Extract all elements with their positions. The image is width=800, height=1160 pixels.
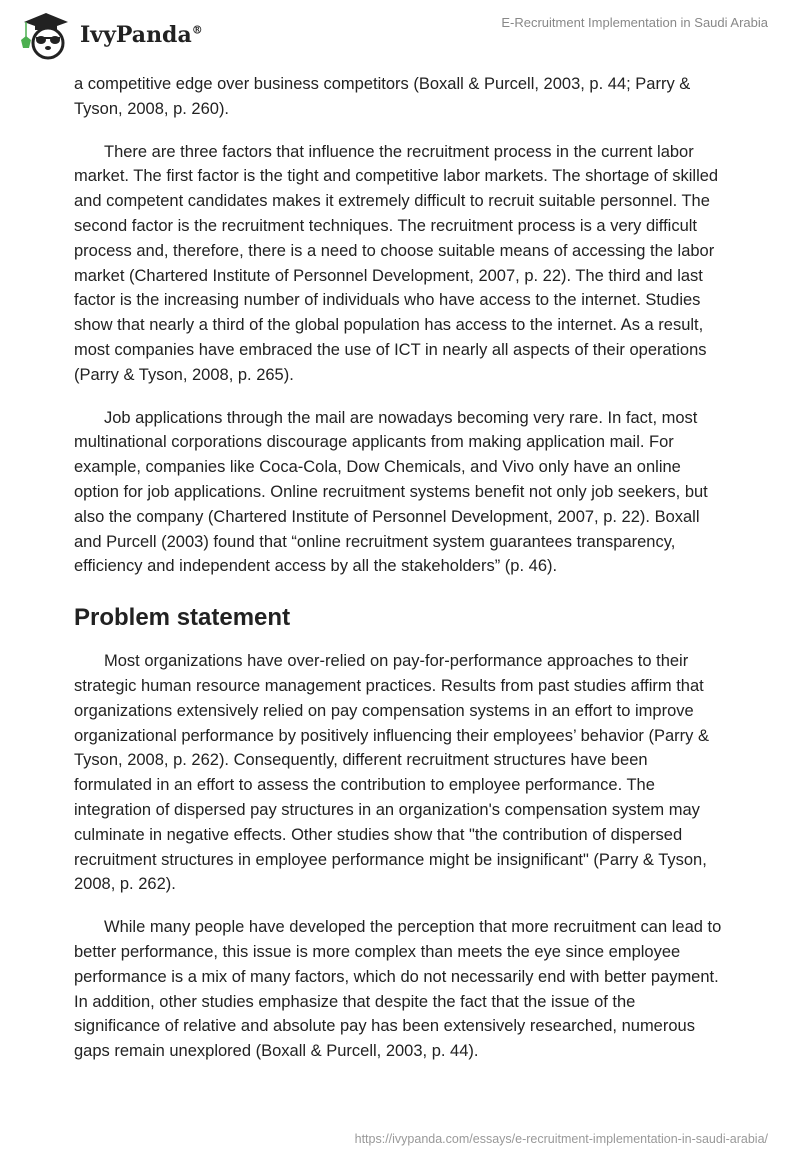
registered-mark: ® bbox=[191, 23, 203, 37]
logo-text: IvyPanda bbox=[80, 22, 192, 48]
document-title: E-Recruitment Implementation in Saudi Arabia bbox=[501, 15, 768, 30]
section-heading: Problem statement bbox=[74, 604, 291, 632]
logo[interactable] bbox=[18, 10, 203, 60]
source-url-link[interactable]: https://ivypanda.com/essays/e-recruitment-implementation-in-saudi-arabia/ bbox=[354, 1132, 768, 1146]
paragraph: Most organizations have over-relied on pay-for-performance approaches to their strategic human resource management practices. Results from past studies affirm that organizations extensively relied on pay compensation systems in an effort to improve organizational performance by positively influencing their employees’ behavior (Parry & Tyson, 2008, p. 262). Consequently, different recruitment structures have been formulated in an effort to assess the contribution to employee performance. The integration of dispersed pay structures in an organization's compensation system may culminate in negative effects. Other studies show that "the contribution of dispersed recruitment structures in employee performance might be insignificant" (Parry & Tyson, 2008, p. 262). bbox=[74, 652, 709, 894]
paragraph: There are three factors that influence the recruitment process in the current labor market. The first factor is the tight and competitive labor markets. The shortage of skilled and competent candidates makes it extremely difficult to recruit suitable personnel. The second factor is the recruitment techniques. The recruitment process is a very difficult process and, therefore, there is a need to choose suitable means of accessing the labor market (Chartered Institute of Personnel Development, 2007, p. 22). The third and last factor is the increasing number of individuals who have access to the internet. Studies show that nearly a third of the global population has access to the internet. As a result, most companies have embraced the use of ICT in nearly all aspects of their operations (Parry & Tyson, 2008, p. 265). bbox=[74, 142, 719, 384]
essay-body bbox=[74, 72, 724, 1082]
paragraph: a competitive edge over business competitors (Boxall & Purcell, 2003, p. 44; Parry & Tyson, 2008, p. 260). bbox=[74, 75, 691, 118]
panda-logo-icon bbox=[18, 10, 74, 60]
paragraph: While many people have developed the perception that more recruitment can lead to better performance, this issue is more complex than meets the eye since employee performance is a mix of many factors, which do not necessarily end with better payment. In addition, other studies emphasize that despite the fact that the issue of the significance of relative and absolute pay has been extensively researched, numerous gaps remain unexplored (Boxall & Purcell, 2003, p. 44). bbox=[74, 918, 722, 1061]
paragraph: Job applications through the mail are nowadays becoming very rare. In fact, most multinational corporations discourage applicants from making application mail. For example, companies like Coca-Cola, Dow Chemicals, and Vivo only have an online option for job applications. Online recruitment systems benefit not only job seekers, but also the company (Chartered Institute of Personnel Development, 2007, p. 22). Boxall and Purcell (2003) found that “online recruitment system guarantees transparency, efficiency and independent access by all the stakeholders” (p. 46). bbox=[74, 408, 708, 576]
